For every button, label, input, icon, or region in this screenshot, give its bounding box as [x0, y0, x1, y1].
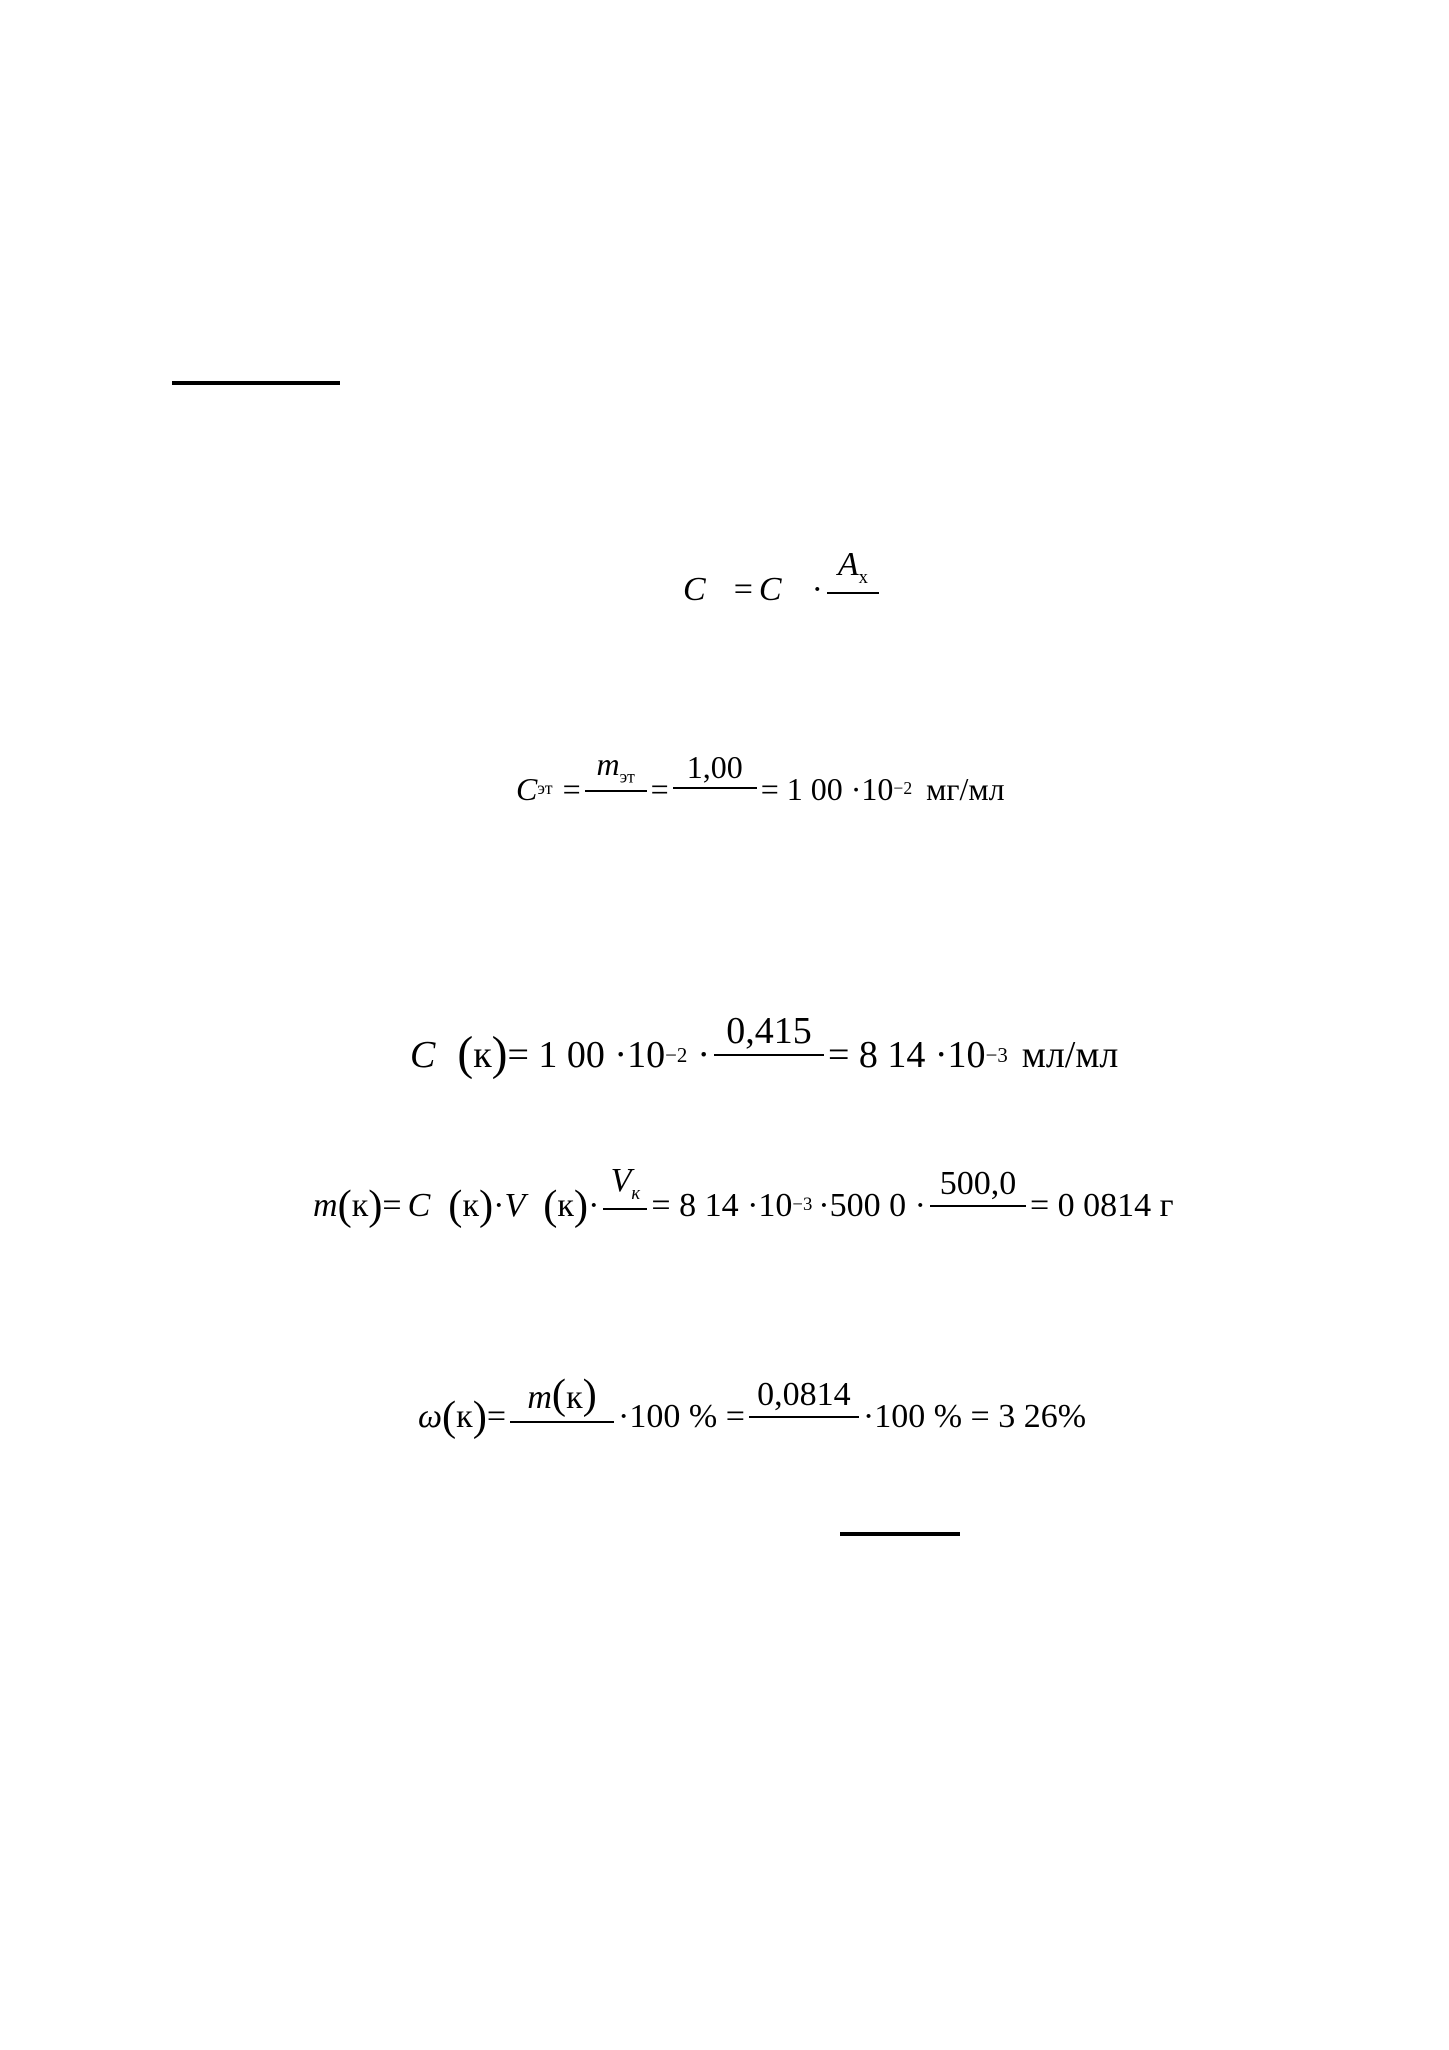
formula-concentration: [683, 548, 883, 632]
symbol-v: V: [504, 1186, 526, 1224]
symbol-m: m: [527, 1379, 552, 1416]
symbol-c: C: [758, 570, 782, 608]
numerator: 0,415: [726, 1010, 812, 1052]
symbol-m: m: [313, 1186, 338, 1224]
equals-sign: =: [382, 1186, 402, 1224]
argument: к: [473, 1034, 492, 1076]
fraction-volume: [603, 1164, 647, 1248]
exponent: −2: [665, 1042, 688, 1067]
symbol-c: C: [407, 1186, 431, 1224]
formula-mass-fraction: ω ( к ) = m(к) ·100 % = 0,0814 ·100 % = 3 26%: [418, 1374, 1086, 1461]
symbol-c: C: [410, 1034, 436, 1076]
bottom-rule: [840, 1532, 960, 1536]
symbol-m: m: [596, 746, 620, 782]
argument: к: [566, 1379, 583, 1416]
volume-value: ·500 0 ·: [818, 1186, 926, 1224]
symbol-v: V: [610, 1162, 632, 1199]
unit: мл/мл: [1021, 1034, 1119, 1076]
equals-sign: =: [733, 570, 753, 608]
multiply-dot: ·: [588, 1186, 600, 1224]
percent-factor: ·100 % =: [618, 1398, 745, 1436]
fraction: [714, 1012, 824, 1098]
result-mass: = 0 0814 г: [1029, 1186, 1174, 1224]
equals-sign: =: [562, 770, 581, 807]
numerator: 1,00: [686, 748, 743, 785]
subscript: эт: [619, 766, 635, 787]
unit: мг/мл: [926, 770, 1005, 807]
result-value: = 8 14 ·10: [651, 1186, 793, 1224]
argument: к: [456, 1398, 473, 1436]
exponent: −3: [985, 1042, 1008, 1067]
equals-sign: =: [486, 1398, 507, 1436]
exponent: −2: [893, 778, 913, 799]
formula-standard-concentration: [516, 748, 1005, 830]
multiply-dot: ·: [493, 1186, 505, 1224]
formula-mass: m ( к ) = C ( к ) · V ( к ) · $V_к$ = 8 14 ·10 −3 ·500 0 · 500,0 = 0 0814 г: [313, 1164, 1174, 1248]
equals-sign: =: [650, 770, 669, 807]
formula-sample-concentration: C ( к ) = 1 00 ·10 −2 · 0,415 = 8 14 ·10 −3 мл/мл: [410, 1012, 1118, 1098]
symbol-c: C: [516, 770, 538, 807]
subscript: к: [631, 1182, 641, 1204]
symbol-a: A: [837, 546, 859, 583]
fraction: [827, 548, 879, 632]
numerator: 500,0: [939, 1164, 1017, 1202]
fraction-value: [749, 1378, 859, 1456]
subscript: х: [858, 566, 868, 588]
result-value: = 1 00 ·10: [760, 770, 894, 807]
fraction-mass: m(к): [510, 1374, 614, 1461]
multiply-dot: ·: [811, 570, 823, 608]
top-left-rule: [172, 381, 340, 385]
subscript: эт: [537, 778, 553, 799]
numerator: 0,0814: [757, 1376, 851, 1414]
argument: к: [462, 1186, 479, 1224]
argument: к: [351, 1186, 369, 1224]
fraction-value: [673, 748, 757, 827]
multiply-dot: ·: [697, 1034, 710, 1076]
fraction-value: [930, 1164, 1026, 1245]
result-percent: ·100 % = 3 26%: [862, 1398, 1087, 1436]
symbol-c: C: [683, 570, 706, 608]
result-value: = 1 00 ·10: [507, 1034, 666, 1076]
argument: к: [557, 1186, 574, 1224]
symbol-omega: ω: [418, 1398, 443, 1436]
fraction-mass: [585, 748, 647, 830]
exponent: −3: [792, 1194, 813, 1216]
result-value: = 8 14 ·10: [827, 1034, 986, 1076]
